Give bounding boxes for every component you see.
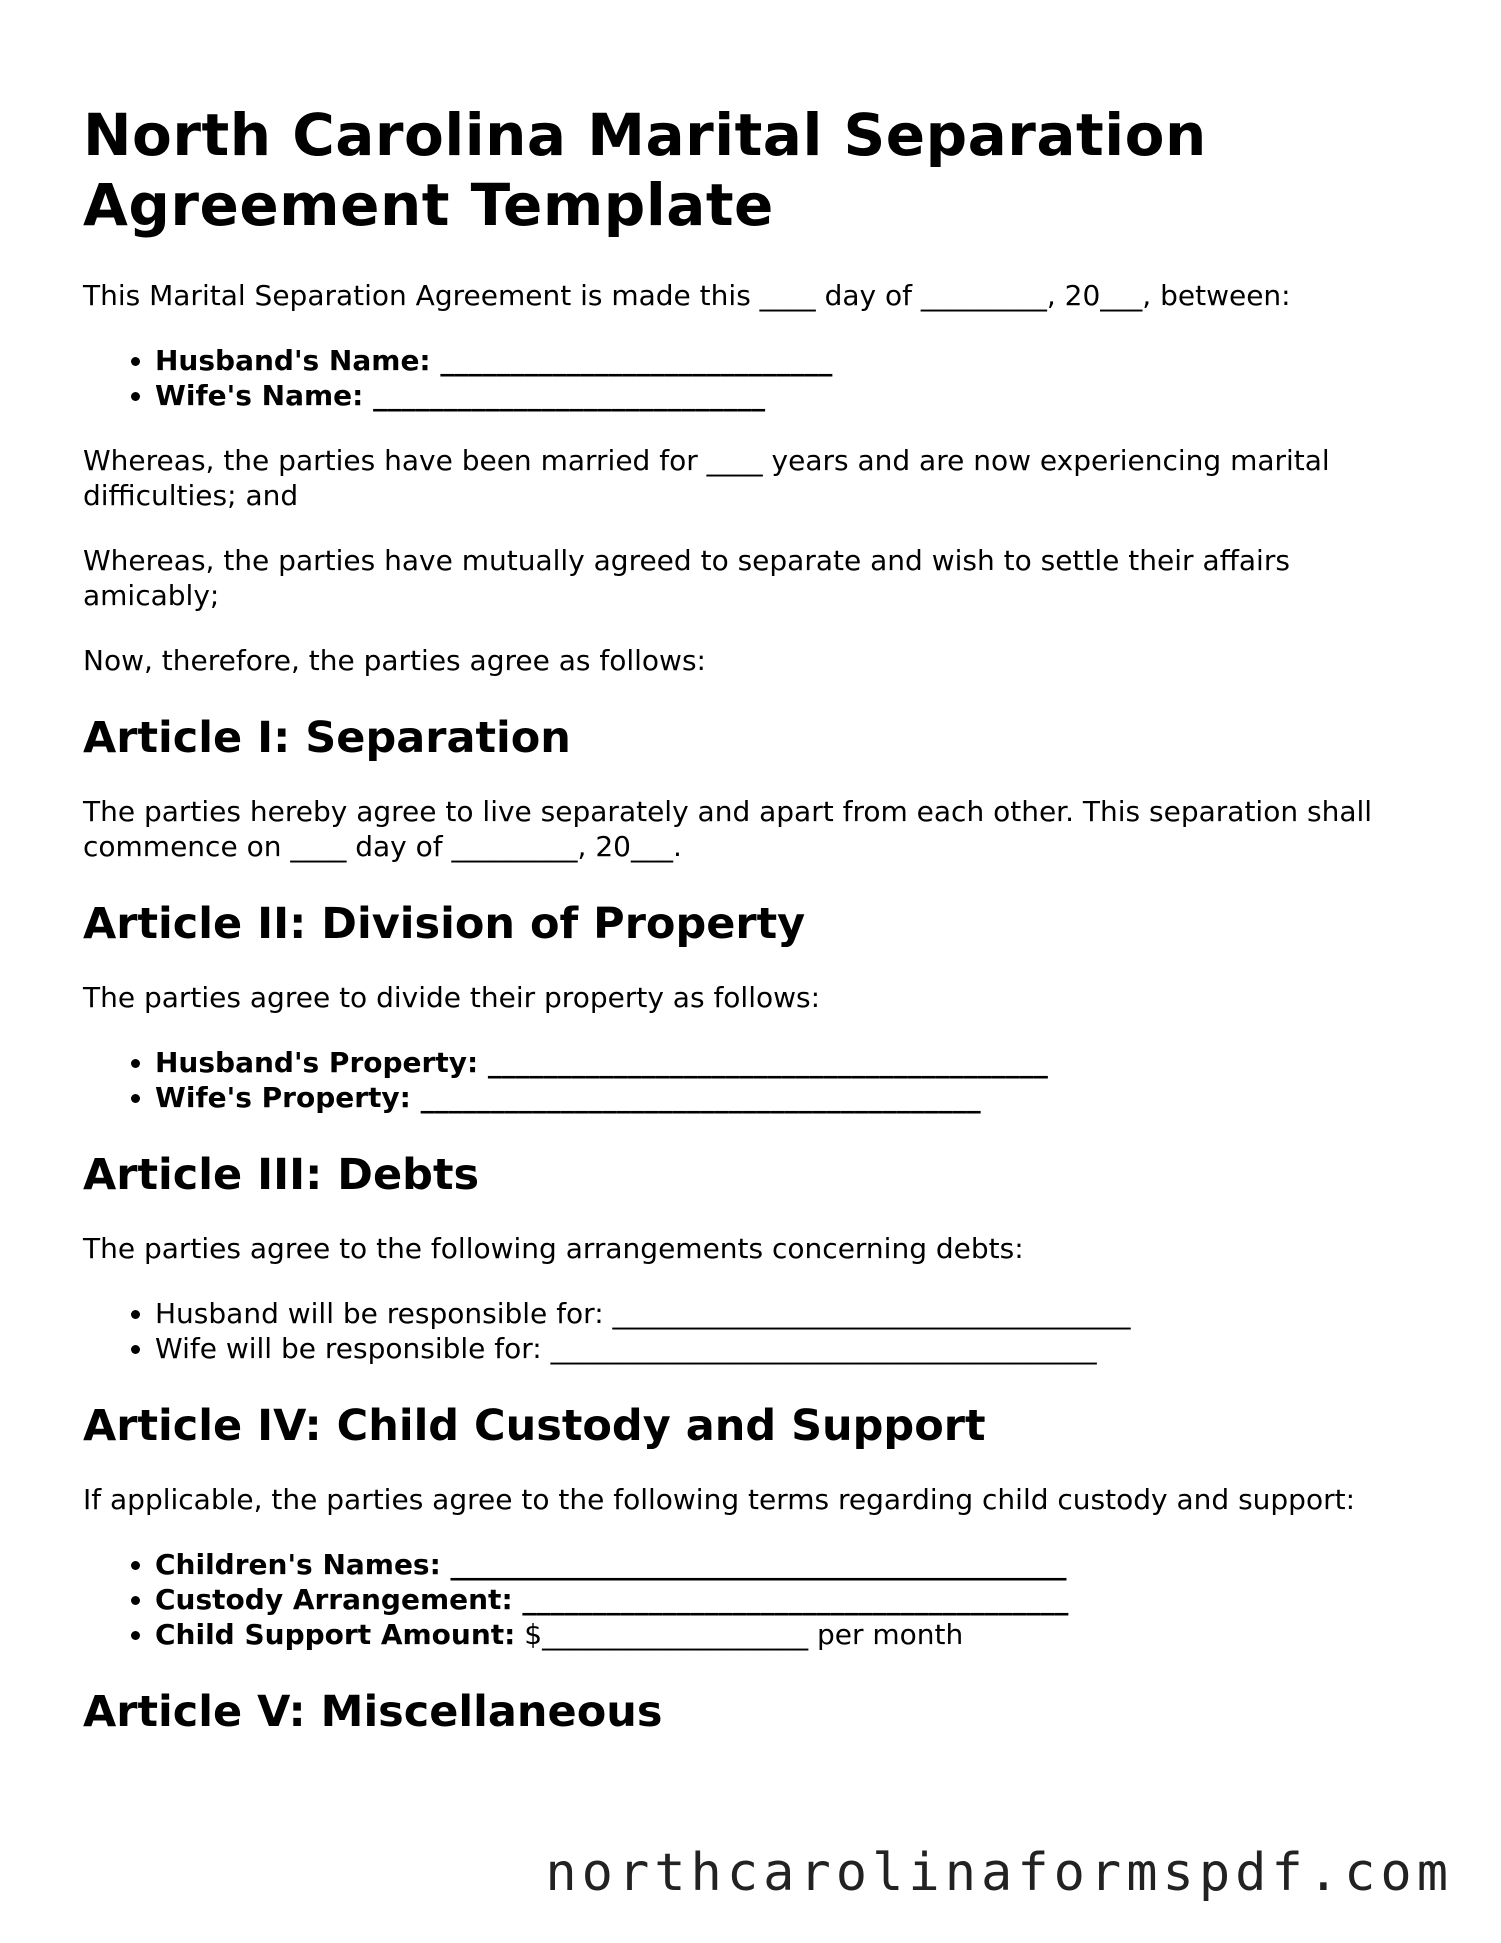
husband-name-blank: ____________________________ (430, 344, 833, 377)
document-title: North Carolina Marital Separation Agreement Template (83, 101, 1207, 239)
wife-name-blank: ____________________________ (363, 379, 766, 412)
list-item (155, 1617, 1423, 1652)
children-names-blank: ____________________________________________ (440, 1548, 1067, 1581)
article-2-text: The parties agree to divide their property as follows: (83, 981, 821, 1014)
intro-paragraph: This Marital Separation Agreement is made this ____ day of _________, 20___, between: (83, 279, 1291, 312)
article-1-heading: Article I: Separation (83, 713, 571, 763)
child-support-label: Child Support Amount: (155, 1618, 516, 1651)
article-1-text: The parties hereby agree to live separately and apart from each other. This separation shall commence on ____ day of _________, 20___. (83, 795, 1373, 863)
debts-list (83, 1296, 1423, 1366)
list-item (155, 1080, 1423, 1115)
article-2-heading: Article II: Division of Property (83, 899, 806, 949)
husband-name-label: Husband's Name: (155, 344, 431, 377)
custody-list (83, 1547, 1423, 1652)
article-3-text: The parties agree to the following arrangements concerning debts: (83, 1232, 1024, 1265)
list-item (155, 1582, 1423, 1617)
wife-property-blank: ________________________________________ (410, 1081, 981, 1114)
list-item (155, 378, 1423, 413)
article-5-heading: Article V: Miscellaneous (83, 1687, 663, 1737)
list-item (155, 343, 1423, 378)
now-therefore-paragraph: Now, therefore, the parties agree as follows: (83, 644, 706, 677)
article-4-heading: Article IV: Child Custody and Support (83, 1401, 986, 1451)
wife-debts-item: • Wife will be responsible for: _______________________________________ (155, 1331, 1423, 1366)
list-item (155, 1045, 1423, 1080)
child-support-blank: $___________________ per month (515, 1618, 964, 1651)
whereas-married-paragraph: Whereas, the parties have been married for ____ years and are now experiencing marital difficulties; and (83, 444, 1330, 512)
wife-name-label: Wife's Name: (155, 379, 364, 412)
husband-property-label: Husband's Property: (155, 1046, 479, 1079)
custody-arrangement-label: Custody Arrangement: (155, 1583, 513, 1616)
parties-list (83, 343, 1423, 413)
article-3-heading: Article III: Debts (83, 1150, 480, 1200)
list-item (155, 1547, 1423, 1582)
custody-arrangement-blank: _______________________________________ (512, 1583, 1069, 1616)
property-list (83, 1045, 1423, 1115)
husband-debts-item: • Husband will be responsible for: _____________________________________ (155, 1296, 1423, 1331)
article-4-text: If applicable, the parties agree to the following terms regarding child custody and support: (83, 1483, 1356, 1516)
husband-property-blank: ________________________________________ (478, 1046, 1048, 1079)
whereas-agreed-paragraph: Whereas, the parties have mutually agreed to separate and wish to settle their affairs amicably; (83, 544, 1290, 612)
children-names-label: Children's Names: (155, 1548, 441, 1581)
wife-property-label: Wife's Property: (155, 1081, 411, 1114)
document-page (83, 100, 1423, 1768)
site-watermark: northcarolinaformspdf.com (545, 1843, 1453, 1903)
